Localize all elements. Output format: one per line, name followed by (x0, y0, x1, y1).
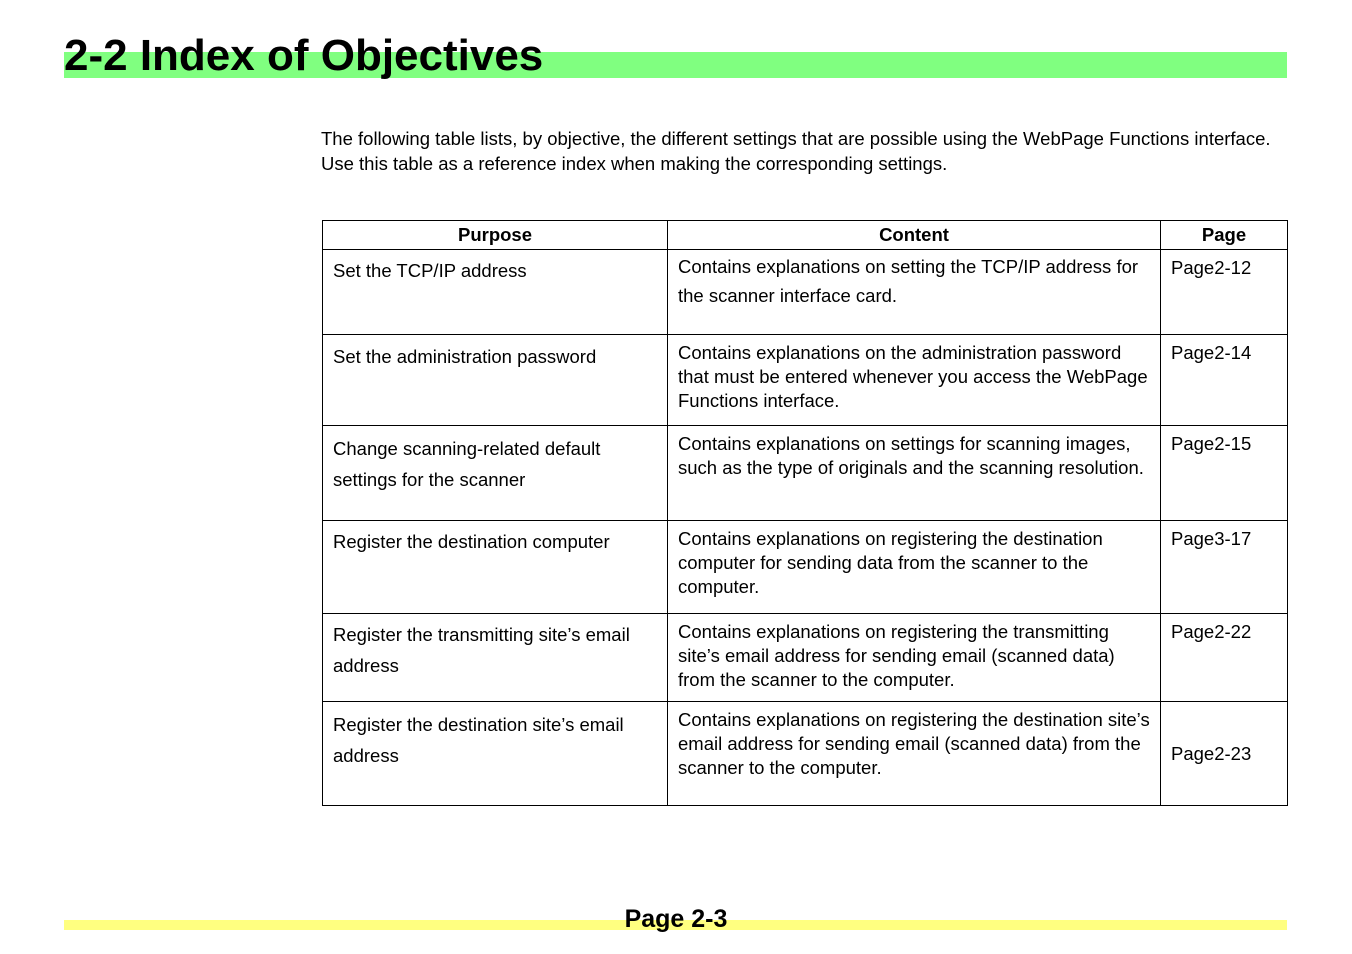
objectives-index-table (322, 220, 1288, 806)
purpose-cell: Register the destination site’s email address (323, 702, 668, 806)
purpose-cell: Set the administration password (323, 335, 668, 426)
table-row (323, 426, 1288, 521)
content-cell: Contains explanations on registering the destination computer for sending data from the scanner to the computer. (668, 521, 1161, 614)
table-row (323, 250, 1288, 335)
content-cell: Contains explanations on registering the destination site’s email address for sending email (scanned data) from the scanner to the computer. (668, 702, 1161, 806)
page-number: Page 2-3 (624, 905, 728, 933)
table-header-row (323, 221, 1288, 250)
content-cell: Contains explanations on the administration password that must be entered whenever you access the WebPage Functions interface. (668, 335, 1161, 426)
table-row (323, 335, 1288, 426)
intro-paragraph: The following table lists, by objective, the different settings that are possible using the WebPage Functions interface. Use this table as a reference index when making the corresponding settings. (321, 128, 1271, 174)
table-row (323, 614, 1288, 702)
purpose-cell: Register the transmitting site’s email address (323, 614, 668, 702)
header-page: Page (1161, 221, 1288, 250)
content-cell: Contains explanations on settings for scanning images, such as the type of originals and the scanning resolution. (668, 426, 1161, 521)
table-row (323, 521, 1288, 614)
purpose-cell: Set the TCP/IP address (323, 250, 668, 335)
header-content: Content (668, 221, 1161, 250)
purpose-cell: Change scanning-related default settings for the scanner (323, 426, 668, 521)
table-row (323, 702, 1288, 806)
page-reference[interactable]: Page2-22 (1161, 614, 1288, 702)
purpose-cell: Register the destination computer (323, 521, 668, 614)
page-reference[interactable]: Page2-12 (1161, 250, 1288, 335)
page-reference[interactable]: Page2-14 (1161, 335, 1288, 426)
page-reference[interactable]: Page3-17 (1161, 521, 1288, 614)
page-reference[interactable]: Page2-23 (1161, 702, 1288, 806)
content-cell: Contains explanations on setting the TCP/IP address for the scanner interface card. (668, 250, 1161, 335)
content-cell: Contains explanations on registering the transmitting site’s email address for sending email (scanned data) from the scanner to the computer. (668, 614, 1161, 702)
header-purpose: Purpose (323, 221, 668, 250)
page-reference[interactable]: Page2-15 (1161, 426, 1288, 521)
page-title: 2-2 Index of Objectives (64, 31, 544, 80)
